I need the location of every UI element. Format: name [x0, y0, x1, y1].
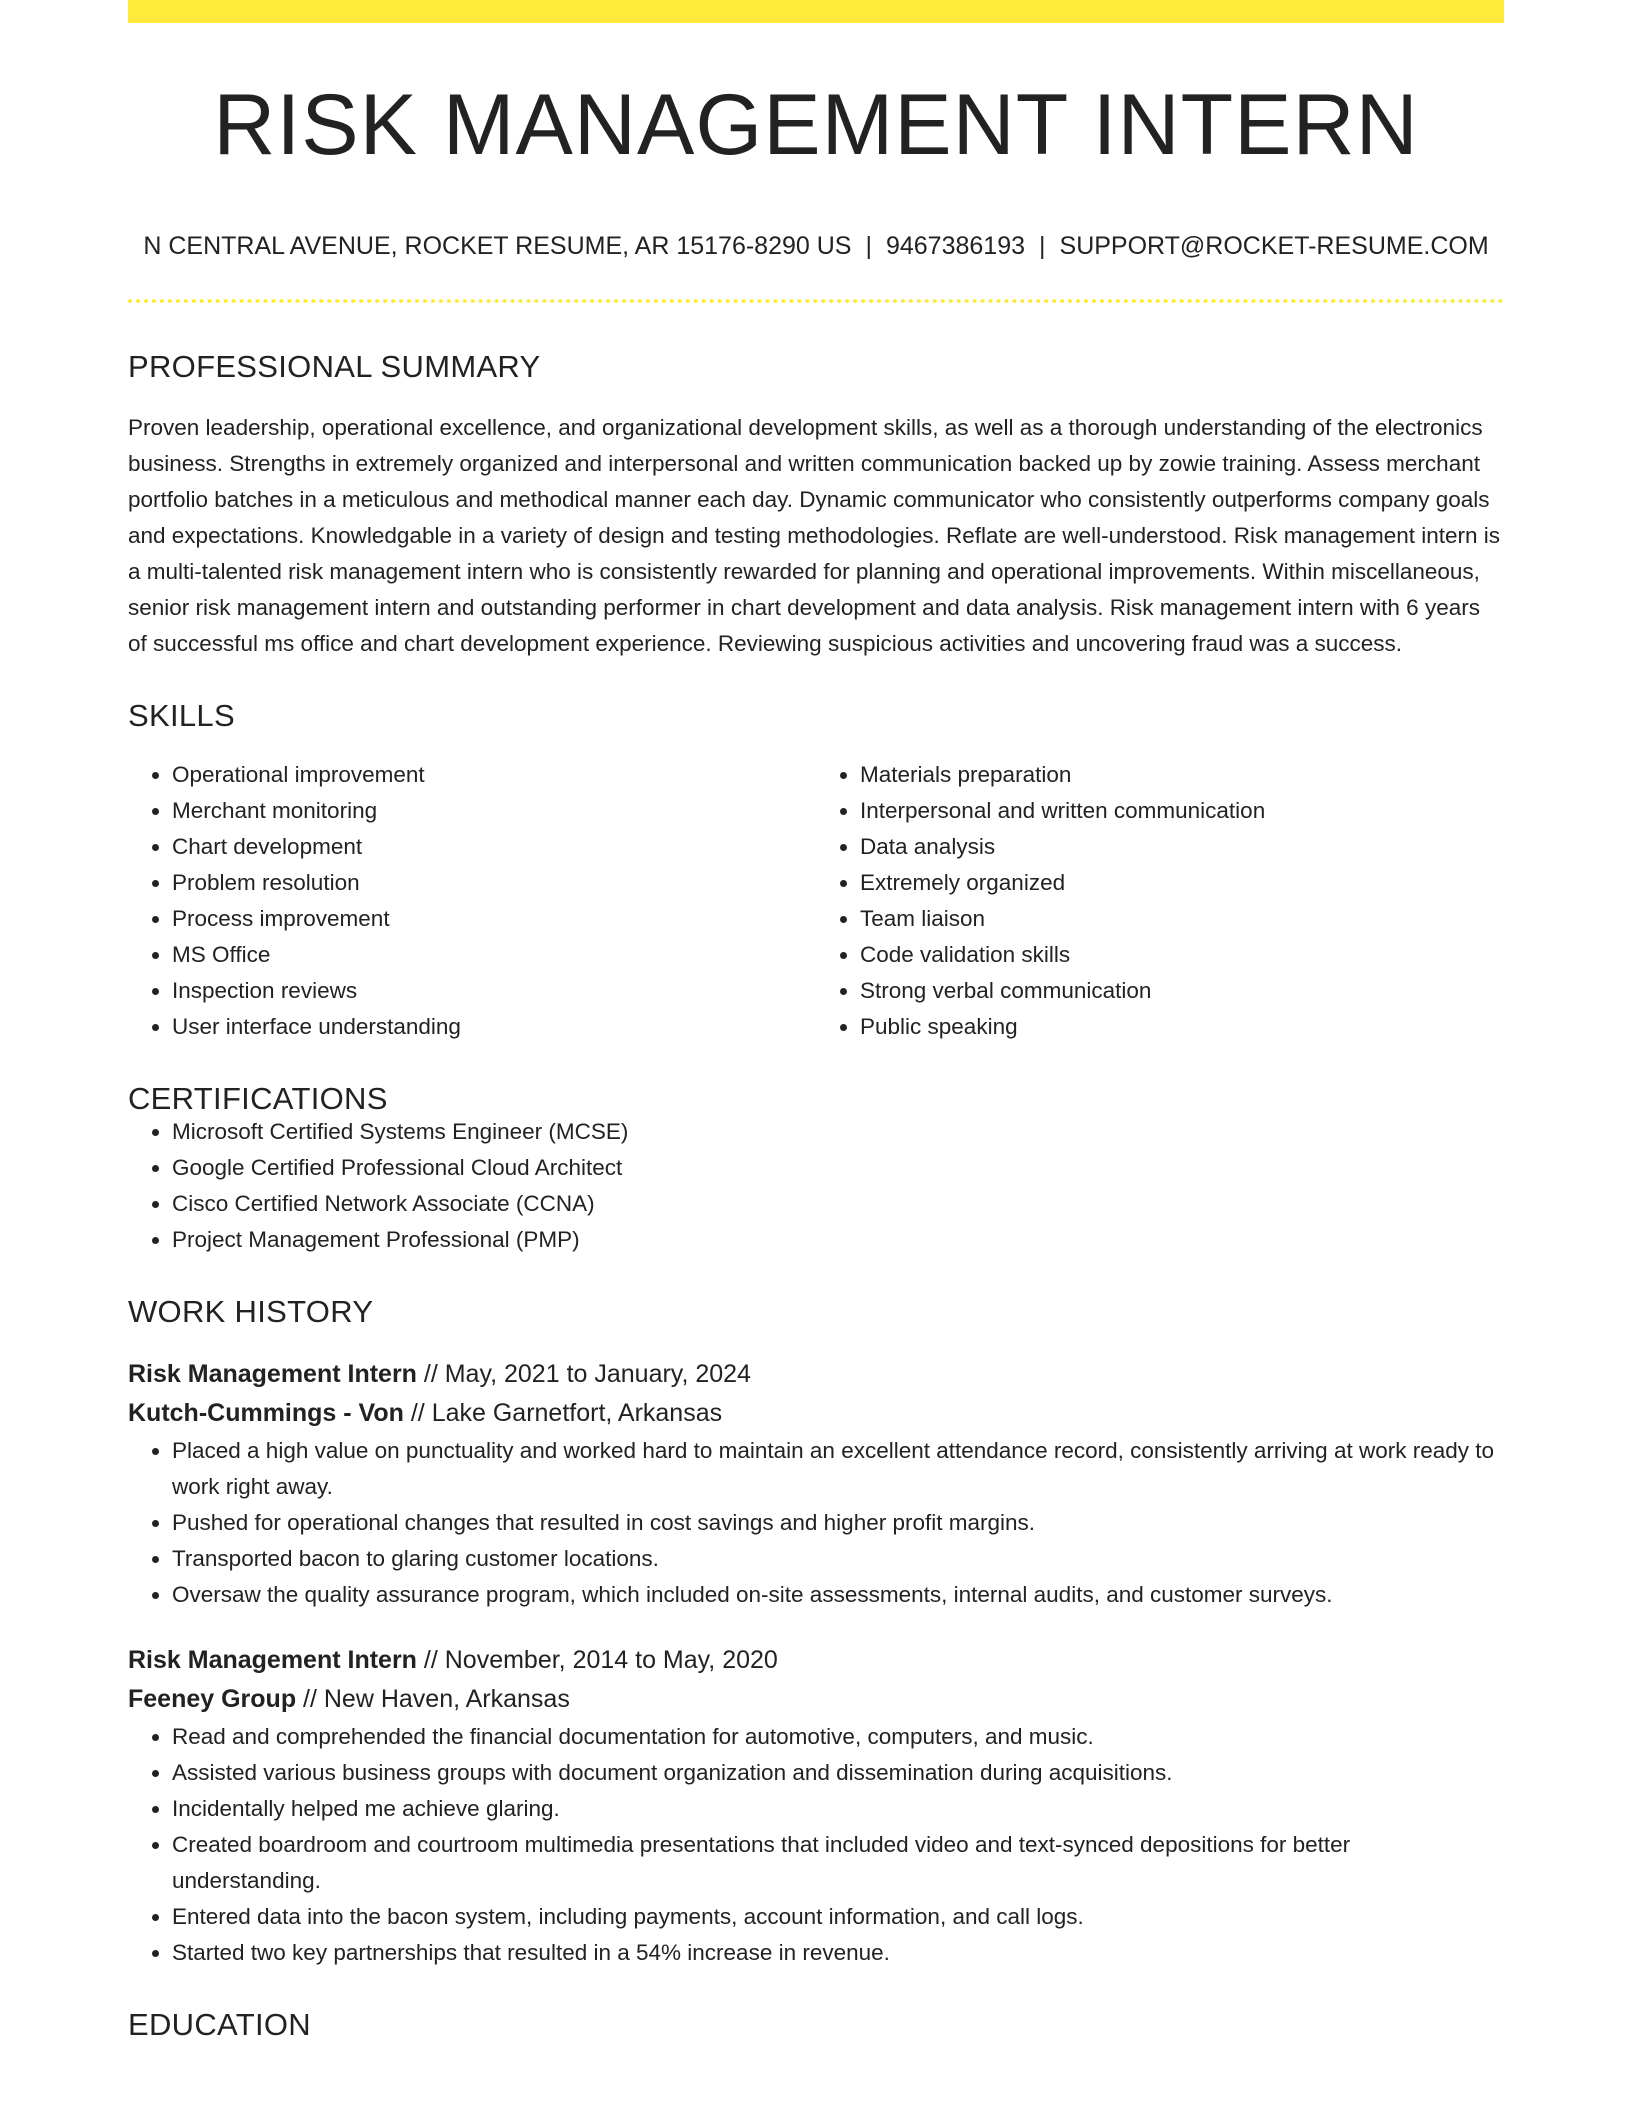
- job-bullet: • Started two key partnerships that resulted in a 54% increase in revenue.: [172, 1935, 1504, 1971]
- job-role: Risk Management Intern: [128, 1360, 417, 1388]
- contact-phone: 9467386193: [885, 232, 1026, 260]
- contact-separator: |: [865, 232, 872, 260]
- certifications-list: [128, 1114, 1504, 1258]
- job-bullets: [128, 1433, 1504, 1613]
- contact-email: SUPPORT@ROCKET-RESUME.COM: [1059, 232, 1489, 260]
- skill-item: • Chart development: [172, 829, 816, 865]
- job-header: [128, 1641, 1504, 1719]
- education-heading: EDUCATION: [128, 2007, 311, 2042]
- skill-item: • Public speaking: [860, 1009, 1504, 1045]
- dotted-divider: [128, 299, 1504, 303]
- skill-item: • Data analysis: [860, 829, 1504, 865]
- job-bullet: • Oversaw the quality assurance program, which included on-site assessments, internal audits, and customer surveys.: [172, 1577, 1504, 1613]
- skill-item: • Strong verbal communication: [860, 973, 1504, 1009]
- job-company-line: [128, 1394, 1504, 1433]
- contact-separator: |: [1039, 232, 1046, 260]
- job-company: Feeney Group: [128, 1685, 297, 1713]
- job-dates: // November, 2014 to May, 2020: [416, 1646, 778, 1674]
- job-company-line: [128, 1680, 1504, 1719]
- candidate-name: RISK MANAGEMENT INTERN: [213, 77, 1419, 173]
- skill-item: • MS Office: [172, 937, 816, 973]
- job-role: Risk Management Intern: [128, 1646, 417, 1674]
- job-role-line: [128, 1641, 1504, 1680]
- certification-item: • Google Certified Professional Cloud Architect: [172, 1150, 1504, 1186]
- skill-item: • Process improvement: [172, 901, 816, 937]
- job-bullet: • Read and comprehended the financial documentation for automotive, computers, and music.: [172, 1719, 1504, 1755]
- job-bullet: • Assisted various business groups with document organization and dissemination during acquisitions.: [172, 1755, 1504, 1791]
- job-bullet: • Placed a high value on punctuality and worked hard to maintain an excellent attendance record, consistently arriving at work ready to work right away.: [172, 1433, 1504, 1505]
- skill-item: • Code validation skills: [860, 937, 1504, 973]
- job-location: // New Haven, Arkansas: [296, 1685, 570, 1713]
- skills-list-right: [816, 757, 1504, 1045]
- skill-item: • Operational improvement: [172, 757, 816, 793]
- skill-item: • Problem resolution: [172, 865, 816, 901]
- certifications-heading: CERTIFICATIONS: [128, 1081, 388, 1116]
- skill-item: • User interface understanding: [172, 1009, 816, 1045]
- job-bullets: [128, 1719, 1504, 1971]
- certification-item: • Microsoft Certified Systems Engineer (MCSE): [172, 1114, 1504, 1150]
- skill-item: • Team liaison: [860, 901, 1504, 937]
- job-company: Kutch-Cummings - Von: [128, 1399, 404, 1427]
- summary-heading: PROFESSIONAL SUMMARY: [128, 349, 541, 384]
- skill-item: • Inspection reviews: [172, 973, 816, 1009]
- resume-page: [128, 0, 1504, 2112]
- top-accent-bar: [128, 0, 1504, 23]
- skills-columns: [128, 757, 1504, 1045]
- skill-item: • Materials preparation: [860, 757, 1504, 793]
- job-bullet: • Pushed for operational changes that resulted in cost savings and higher profit margins.: [172, 1505, 1504, 1541]
- job-dates: // May, 2021 to January, 2024: [416, 1360, 751, 1388]
- skill-item: • Merchant monitoring: [172, 793, 816, 829]
- skills-list-left: [128, 757, 816, 1045]
- skill-item: • Interpersonal and written communication: [860, 793, 1504, 829]
- certification-item: • Project Management Professional (PMP): [172, 1222, 1504, 1258]
- job-role-line: [128, 1355, 1504, 1394]
- work-history-heading: WORK HISTORY: [128, 1294, 374, 1329]
- contact-line: [128, 234, 1504, 259]
- certification-item: • Cisco Certified Network Associate (CCNA): [172, 1186, 1504, 1222]
- job-bullet: • Transported bacon to glaring customer locations.: [172, 1541, 1504, 1577]
- job-header: [128, 1355, 1504, 1433]
- contact-address: N CENTRAL AVENUE, ROCKET RESUME, AR 15176-8290 US: [143, 232, 852, 260]
- job-bullet: • Created boardroom and courtroom multimedia presentations that included video and text-synced depositions for better understanding.: [172, 1827, 1504, 1899]
- job-location: // Lake Garnetfort, Arkansas: [403, 1399, 723, 1427]
- skills-heading: SKILLS: [128, 698, 235, 733]
- skill-item: • Extremely organized: [860, 865, 1504, 901]
- job-bullet: • Entered data into the bacon system, including payments, account information, and call logs.: [172, 1899, 1504, 1935]
- job-bullet: • Incidentally helped me achieve glaring.: [172, 1791, 1504, 1827]
- summary-text: Proven leadership, operational excellence, and organizational development skills, as well as a thorough understanding of the electronics business. Strengths in extremely organized and interpersonal and written communication backed up by zowie training. Assess merchant portfolio batches in a meticulous and methodical manner each day. Dynamic communicator who consistently outperforms company goals and expectations. Knowledgable in a variety of design and testing methodologies. Reflate are well-understood. Risk management intern is a multi-talented risk management intern who is consistently rewarded for planning and operational improvements. Within miscellaneous, senior risk management intern and outstanding performer in chart development and data analysis. Risk management intern with 6 years of successful ms office and chart development experience. Reviewing suspicious activities and uncovering fraud was a success.: [128, 415, 1501, 656]
